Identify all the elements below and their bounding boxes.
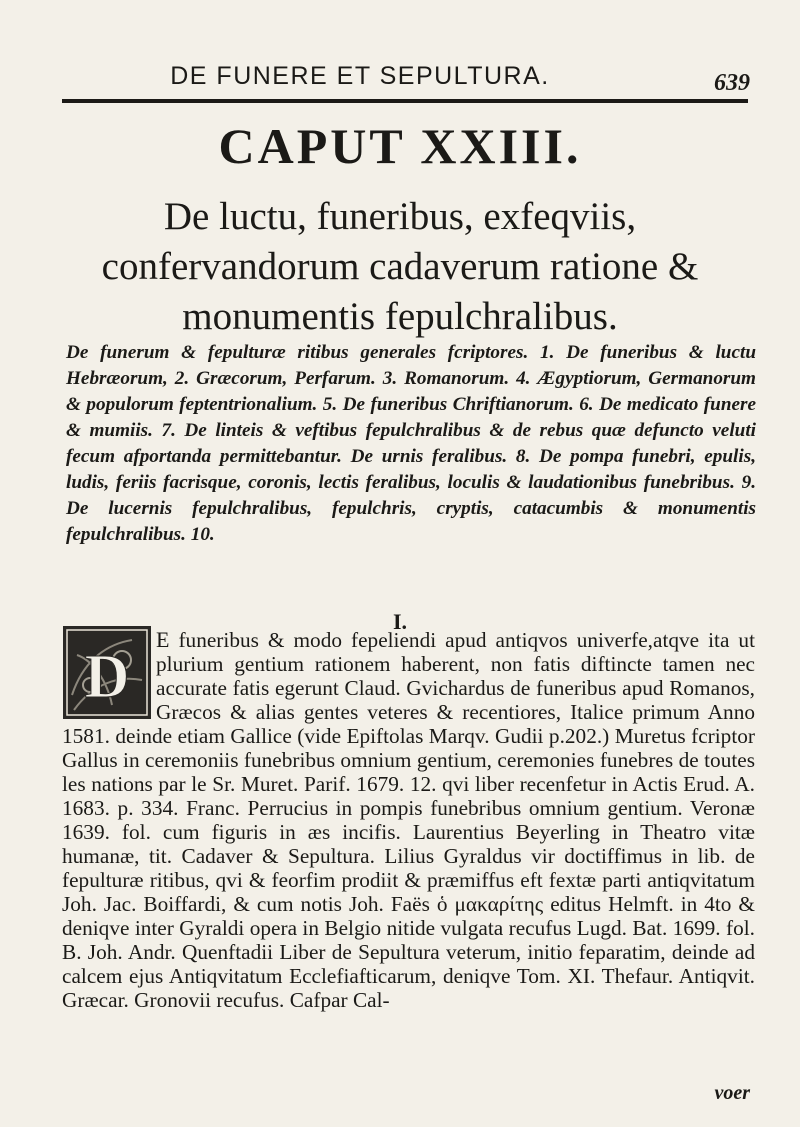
page-number: 639 bbox=[714, 70, 750, 96]
chapter-title: De luctu, funeribus, exfeqviis, confervandorum cadaverum ratione & monumentis fepulchralibus. bbox=[101, 195, 699, 338]
section-number: I. bbox=[392, 609, 408, 634]
running-head: DE FUNERE ET SEPULTURA. bbox=[170, 62, 550, 90]
chapter-heading: CAPUT XXIII. bbox=[218, 118, 582, 174]
chapter-summary: De funerum & fepulturæ ritibus generales fcriptores. 1. De funeribus & luctu Hebræorum, 2. Græcorum, Perfarum. 3. Romanorum. 4. Ægyptiorum, Germanorum & populorum feptentrionalium. 5. De funeribus Chriftianorum. 6. De medicato funere & mumiis. 7. De linteis & veftibus fepulchralibus & de rebus quæ defuncto veluti fecum afportanda permittebantur. De urnis feralibus. 8. De pompa funebri, epulis, ludis, feriis facrisque, coronis, lectis feralibus, loculis & laudationibus funebribus. 9. De lucernis fepulchralibus, fepulchris, cryptis, catacumbis & monumentis fepulchralibus. 10. bbox=[66, 342, 756, 545]
catchword: voer bbox=[714, 1082, 750, 1104]
initial-continuation: E bbox=[156, 627, 170, 652]
header-rule bbox=[62, 99, 748, 103]
initial-spacer bbox=[62, 628, 152, 720]
initial-letter: D bbox=[84, 643, 130, 711]
body-paragraph bbox=[62, 628, 755, 1012]
body-text: funeribus & modo fepeliendi apud antiqvos univerfe,atqve ita ut plurium gentium rationem haberent, non fatis diftincte tamen nec accurate fatis egerunt Claud. Gvichardus de funeribus apud Romanos, Græcos & alias gentes veteres & recentiores, Italice primum Anno 1581. deinde etiam Gallice (vide Epiftolas Marqv. Gudii p.202.) Muretus fcriptor Gallus in ceremoniis funebribus omnium gentium, ceremonies funebres de toutes les nations par le Sr. Muret. Parif. 1679. 12. qvi liber recenfetur in Actis Erud. A. 1683. p. 334. Franc. Perrucius in pompis funebribus omnium gentium. Veronæ 1639. fol. cum figuris in æs incifis. Laurentius Beyerling in Theatro vitæ humanæ, tit. Cadaver & Sepultura. Lilius Gyraldus vir doctiffimus in lib. de fepulturæ ritibus, qvi & feorfim prodiit & præmiffus eft fextæ parti antiqvitatum Joh. Jac. Boiffardi, & cum notis Joh. Faës ὁ μακαρίτης editus Helmft. in 4to & deniqve inter Gyraldi opera in Belgio nitide vulgata recufus Lugd. Bat. 1699. fol. B. Joh. Andr. Quenftadii Liber de Sepultura veterum, initio feparatim, deinde ad calcem ejus Antiqvitatum Ecclefiafticarum, deniqve Tom. XI. Thefaur. Antiqvit. Græcar. Gronovii recufus. Cafpar Cal- bbox=[62, 628, 755, 1012]
